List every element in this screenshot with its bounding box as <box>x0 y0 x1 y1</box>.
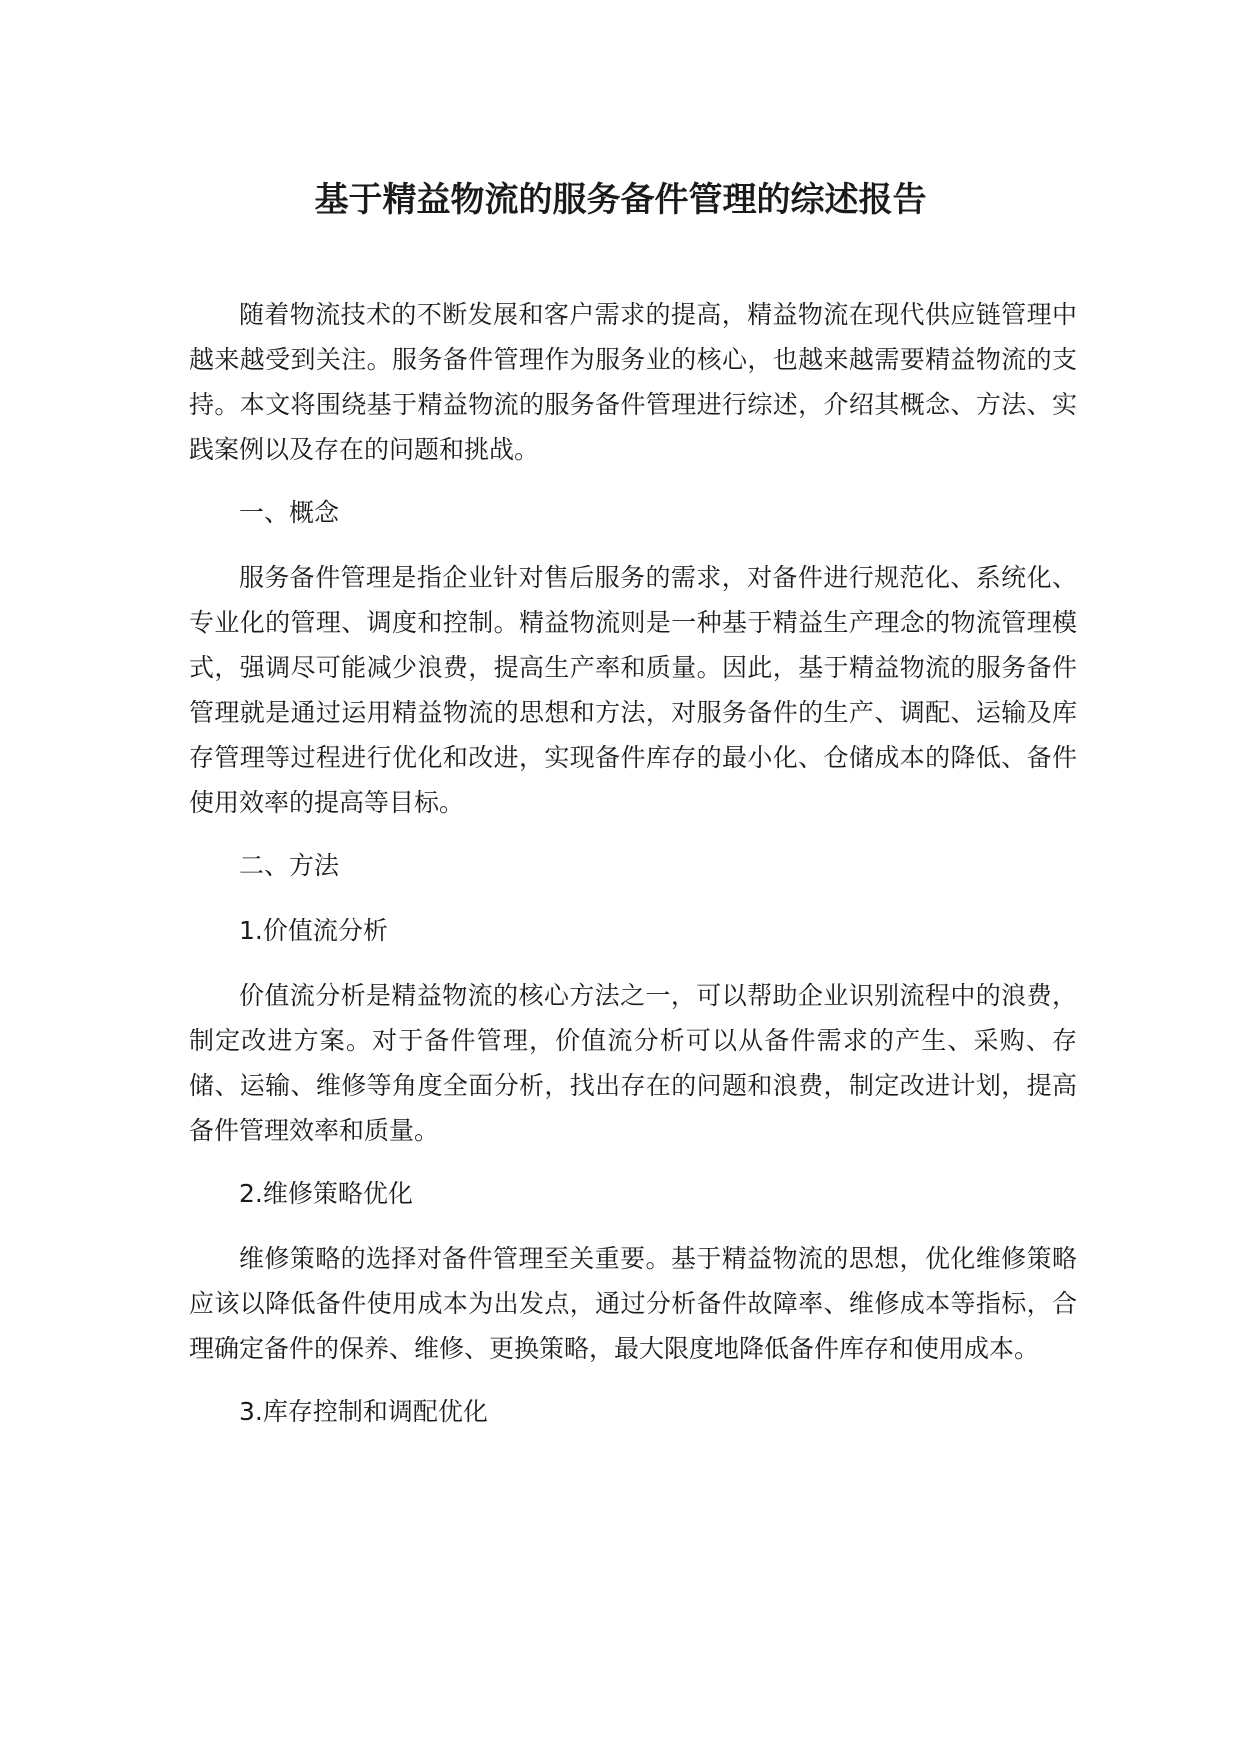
subheading-inventory-control: 3.库存控制和调配优化 <box>239 1397 488 1426</box>
section-heading-concept: 一、概念 <box>239 498 340 527</box>
intro-paragraph: 随着物流技术的不断发展和客户需求的提高，精益物流在现代供应链管理中越来越受到关注。服务备件管理作为服务业的核心，也越来越需要精益物流的支持。本文将围绕基于精益物流的服务备件管理进行综述，介绍其概念、方法、实践案例以及存在的问题和挑战。 <box>189 300 1077 464</box>
subheading-value-stream: 1.价值流分析 <box>239 916 388 945</box>
document-body <box>189 292 1077 1434</box>
section-heading-method: 二、方法 <box>239 851 340 880</box>
value-stream-paragraph: 价值流分析是精益物流的核心方法之一，可以帮助企业识别流程中的浪费，制定改进方案。对于备件管理，价值流分析可以从备件需求的产生、采购、存储、运输、维修等角度全面分析，找出存在的问题和浪费，制定改进计划，提高备件管理效率和质量。 <box>189 981 1077 1145</box>
subheading-maintenance-strategy: 2.维修策略优化 <box>239 1179 413 1208</box>
maintenance-strategy-paragraph: 维修策略的选择对备件管理至关重要。基于精益物流的思想，优化维修策略应该以降低备件使用成本为出发点，通过分析备件故障率、维修成本等指标，合理确定备件的保养、维修、更换策略，最大限度地降低备件库存和使用成本。 <box>189 1244 1077 1363</box>
concept-paragraph: 服务备件管理是指企业针对售后服务的需求，对备件进行规范化、系统化、专业化的管理、调度和控制。精益物流则是一种基于精益生产理念的物流管理模式，强调尽可能减少浪费，提高生产率和质量。因此，基于精益物流的服务备件管理就是通过运用精益物流的思想和方法，对服务备件的生产、调配、运输及库存管理等过程进行优化和改进，实现备件库存的最小化、仓储成本的降低、备件使用效率的提高等目标。 <box>189 563 1077 817</box>
document-title: 基于精益物流的服务备件管理的综述报告 <box>314 180 927 220</box>
